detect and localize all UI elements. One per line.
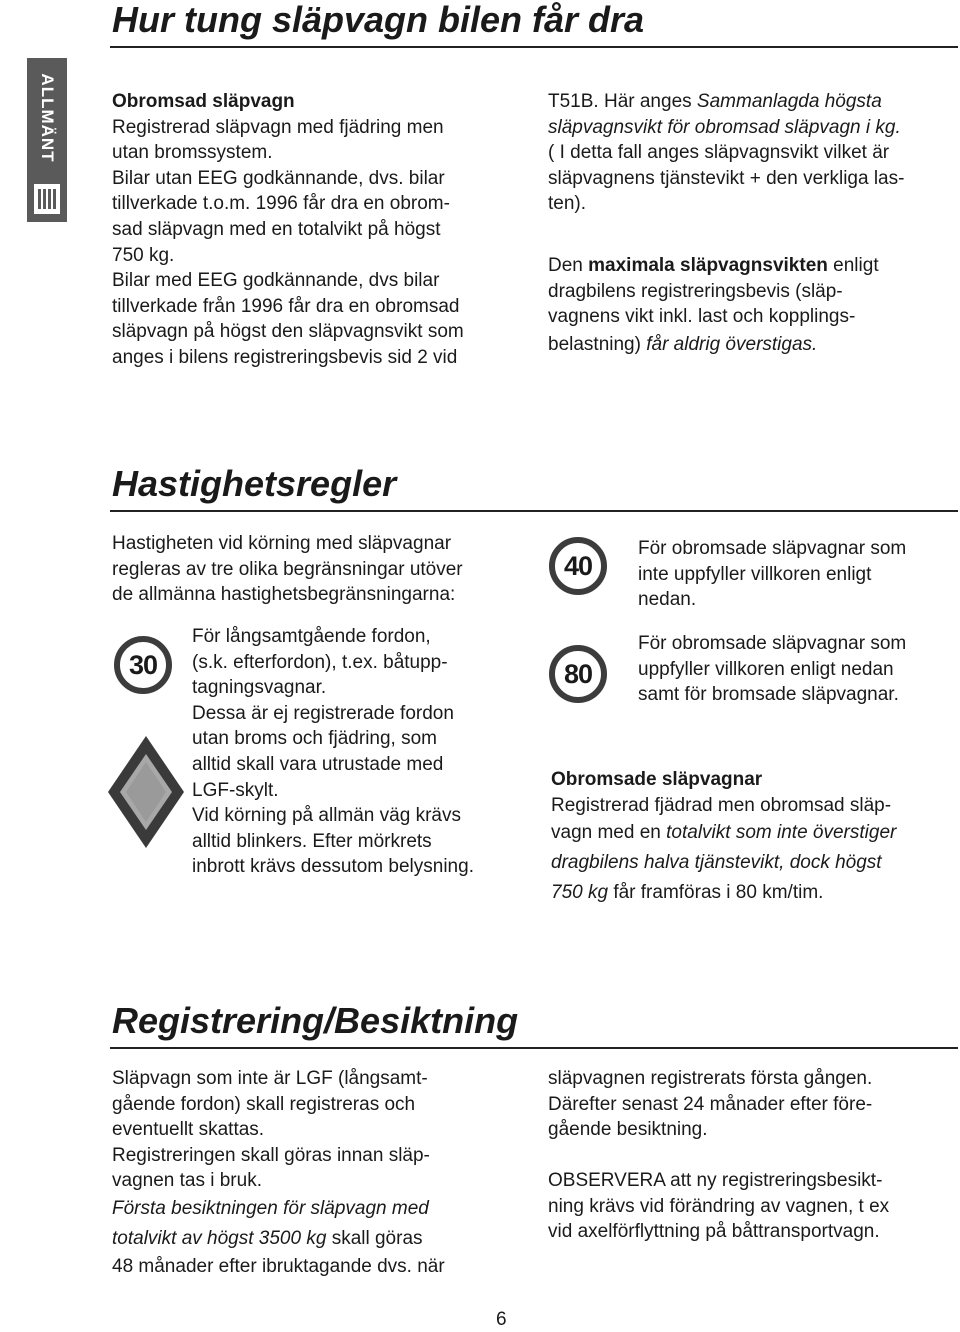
text-line: dragbilens halva tjänstevikt, dock högst bbox=[551, 852, 882, 874]
text-line: ning krävs vid förändring av vagnen, t ex bbox=[548, 1195, 890, 1217]
text-line: Dessa är ej registrerade fordon bbox=[192, 702, 454, 724]
text-line: uppfyller villkoren enligt nedan bbox=[638, 658, 894, 680]
side-tab-label-wrap bbox=[27, 58, 67, 178]
section2-intro bbox=[112, 531, 463, 608]
text-line: Registrerad släpvagn med fjädring men bbox=[112, 116, 444, 138]
text-line: tagningsvagnar. bbox=[192, 677, 327, 699]
text-line: utan broms och fjädring, som bbox=[192, 728, 438, 750]
text-line: OBSERVERA att ny registreringsbesikt- bbox=[548, 1170, 883, 1191]
text-line: anges i bilens registreringsbevis sid 2 vid bbox=[112, 346, 458, 368]
text-line bbox=[551, 818, 896, 848]
text-line: (s.k. efterfordon), t.ex. båtupp- bbox=[192, 651, 448, 673]
sign80-description bbox=[638, 631, 906, 708]
text-line: släpvagnen registrerats första gången. bbox=[548, 1068, 873, 1089]
text-line: släpvagnsvikt för obromsad släpvagn i kg. bbox=[548, 116, 901, 138]
speed-sign-30 bbox=[114, 636, 172, 694]
text-line: Släpvagn som inte är LGF (långsamt- bbox=[112, 1068, 428, 1089]
text-run-italic: får aldrig överstigas. bbox=[646, 333, 818, 355]
section1-right-para2 bbox=[548, 253, 879, 360]
text-line: samt för bromsade släpvagnar. bbox=[638, 684, 899, 706]
section1-right bbox=[548, 89, 904, 217]
text-line: vid axelförflyttning på båttransportvagn. bbox=[548, 1221, 880, 1243]
text-line: För obromsade släpvagnar som bbox=[638, 633, 907, 654]
text-line: För obromsade släpvagnar som bbox=[638, 538, 907, 559]
text-run-italic: totalvikt av högst 3500 kg bbox=[112, 1227, 327, 1249]
text-line: För långsamtgående fordon, bbox=[192, 626, 431, 647]
text-line: LGF-skylt. bbox=[192, 779, 279, 801]
page-title: Hur tung släpvagn bilen får dra bbox=[112, 0, 645, 40]
text-line: alltid skall vara utrustade med bbox=[192, 753, 444, 775]
text-line: ten). bbox=[548, 193, 587, 215]
manual-book-icon bbox=[33, 182, 61, 221]
text-run-italic: Sammanlagda högsta bbox=[696, 91, 882, 112]
text-line: släpvagn på högst den släpvagnsvikt som bbox=[112, 321, 464, 343]
text-line bbox=[112, 1224, 445, 1254]
unbraked-heading: Obromsade släpvagnar bbox=[551, 769, 763, 790]
text-run: enligt bbox=[827, 255, 879, 276]
text-line: inbrott krävs dessutom belysning. bbox=[192, 856, 474, 878]
text-run-italic: 750 kg bbox=[551, 882, 609, 904]
text-run: T51B. Här anges bbox=[548, 91, 697, 112]
section3-right-para2 bbox=[548, 1168, 889, 1245]
slow-vehicle-triangle-icon bbox=[104, 732, 188, 857]
unbraked-trailers bbox=[551, 767, 896, 908]
text-line: 48 månader efter ibruktagande dvs. när bbox=[112, 1255, 445, 1277]
text-line: Första besiktningen för släpvagn med bbox=[112, 1197, 429, 1219]
text-run-bold: maximala släpvagnsvikten bbox=[588, 255, 828, 276]
text-line: tillverkade från 1996 får dra en obromsad bbox=[112, 295, 460, 317]
text-line: 750 kg. bbox=[112, 244, 175, 266]
text-line: nedan. bbox=[638, 589, 697, 611]
sign30-description bbox=[192, 624, 474, 880]
text-line bbox=[551, 878, 896, 908]
text-run: belastning) bbox=[548, 333, 647, 355]
text-line: Vid körning på allmän väg krävs bbox=[192, 805, 461, 827]
text-run: skall göras bbox=[326, 1227, 423, 1249]
section1-heading: Obromsad släpvagn bbox=[112, 91, 295, 112]
speed-sign-80 bbox=[549, 645, 607, 703]
text-line: Bilar utan EEG godkännande, dvs. bilar bbox=[112, 167, 445, 189]
speed-sign-value: 40 bbox=[563, 550, 593, 581]
text-line: Registrerad fjädrad men obromsad släp- bbox=[551, 794, 892, 816]
text-line: släpvagnens tjänstevikt + den verkliga las- bbox=[548, 167, 905, 189]
text-line: vagnens vikt inkl. last och kopplings- bbox=[548, 306, 856, 328]
text-line: Registreringen skall göras innan släp- bbox=[112, 1144, 430, 1166]
text-line: gående besiktning. bbox=[548, 1119, 708, 1141]
page-number: 6 bbox=[496, 1309, 507, 1330]
text-line: gående fordon) skall registreras och bbox=[112, 1093, 416, 1115]
text-run: vagn med en bbox=[551, 822, 667, 844]
section2-rule bbox=[110, 510, 958, 512]
text-line bbox=[548, 253, 879, 279]
speed-sign-value: 80 bbox=[563, 658, 593, 689]
text-line: Hastigheten vid körning med släpvagnar bbox=[112, 533, 452, 554]
section1-left bbox=[112, 89, 464, 371]
text-run: får framföras i 80 km/tim. bbox=[608, 882, 824, 904]
sign40-description bbox=[638, 536, 906, 613]
text-line: regleras av tre olika begränsningar utöver bbox=[112, 558, 463, 580]
header-rule bbox=[110, 46, 958, 48]
section3-left bbox=[112, 1066, 445, 1280]
speed-sign-40 bbox=[549, 537, 607, 595]
section3-rule bbox=[110, 1047, 958, 1049]
section3-right bbox=[548, 1066, 872, 1143]
text-line bbox=[548, 330, 879, 360]
text-line: Därefter senast 24 månader efter före- bbox=[548, 1093, 873, 1115]
speed-sign-value: 30 bbox=[128, 649, 158, 680]
text-line: tillverkade t.o.m. 1996 får dra en obrom- bbox=[112, 193, 450, 215]
text-line: alltid blinkers. Efter mörkrets bbox=[192, 830, 432, 852]
text-line: ( I detta fall anges släpvagnsvikt vilket är bbox=[548, 142, 890, 164]
text-line bbox=[548, 89, 904, 115]
side-tab bbox=[27, 58, 67, 222]
text-line: inte uppfyller villkoren enligt bbox=[638, 563, 872, 585]
text-run: Den bbox=[548, 255, 589, 276]
text-line: dragbilens registreringsbevis (släp- bbox=[548, 280, 843, 302]
text-run-italic: totalvikt som inte överstiger bbox=[666, 822, 897, 844]
text-line: utan bromssystem. bbox=[112, 142, 273, 164]
section3-title: Registrering/Besiktning bbox=[112, 1000, 519, 1041]
text-line: eventuellt skattas. bbox=[112, 1119, 265, 1141]
text-line: Bilar med EEG godkännande, dvs bilar bbox=[112, 270, 440, 292]
side-tab-label: ALLMÄNT bbox=[38, 73, 57, 163]
section2-title: Hastighetsregler bbox=[112, 463, 397, 504]
text-line: de allmänna hastighetsbegränsningarna: bbox=[112, 584, 456, 606]
text-line: sad släpvagn med en totalvikt på högst bbox=[112, 218, 441, 240]
text-line: vagnen tas i bruk. bbox=[112, 1170, 262, 1192]
